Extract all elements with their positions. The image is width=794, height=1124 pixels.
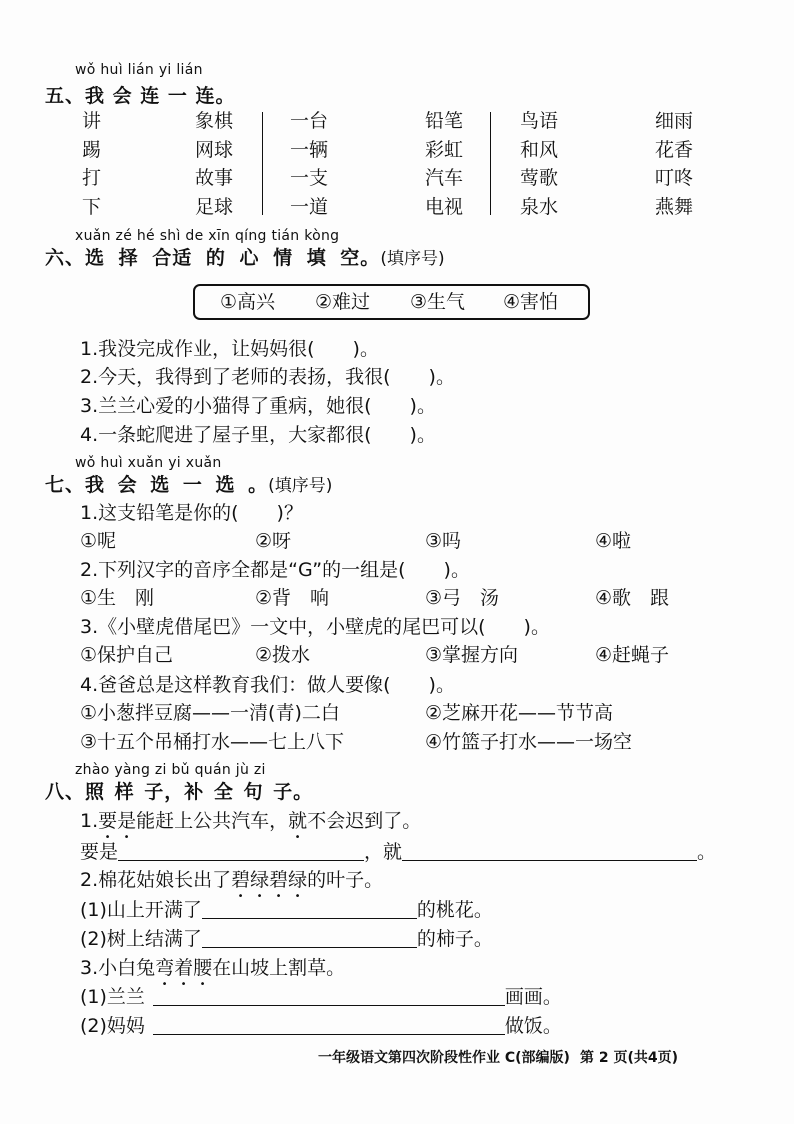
emphasized-word: 要是 (98, 810, 137, 832)
emphasized-word: 就 (288, 810, 308, 832)
answer-option: ④赶蝇子 (595, 644, 670, 666)
match-column-verbs (82, 110, 101, 225)
section6-note: (填序号) (380, 249, 445, 269)
fill-text: 画画。 (504, 986, 562, 1008)
section5-pinyin: wǒ huì lián yi lián (75, 62, 203, 78)
match-item: 网球 (195, 138, 234, 161)
match-item: 鸟语 (520, 110, 559, 132)
answer-blank[interactable] (118, 842, 364, 861)
match-column-nouns (425, 110, 463, 225)
section5-title: 五、我 会 连 一 连。 (45, 85, 236, 107)
section8-title: 八、照 样 子，补 全 句 子。 (45, 781, 314, 803)
match-item: 花香 (655, 138, 694, 161)
answer-option: ②拨水 (255, 644, 311, 666)
page-number: 第 2 页(共4页) (579, 1050, 678, 1066)
answer-blank[interactable] (202, 900, 417, 919)
fill-sentence (80, 899, 493, 921)
match-item: 故事 (195, 167, 234, 190)
answer-option: ②呀 (255, 530, 292, 552)
emphasized-word: 弯着腰 (155, 957, 213, 979)
answer-blank[interactable] (402, 842, 697, 861)
mood-choice: ③生气 (410, 291, 466, 313)
example-text: 在山坡上割草。 (212, 957, 346, 979)
mood-choice: ②难过 (315, 291, 371, 313)
column-divider (262, 112, 263, 215)
match-item: 象棋 (195, 110, 234, 132)
match-item: 叮咚 (655, 167, 694, 190)
section7-pinyin: wǒ huì xuǎn yi xuǎn (75, 455, 222, 471)
section6-question: 4.一条蛇爬进了屋子里，大家都很( )。 (80, 424, 436, 446)
section6-question: 2.今天，我得到了老师的表扬，我很( )。 (80, 366, 455, 388)
match-item: 泉水 (520, 196, 559, 219)
example-text: 不会迟到了。 (307, 810, 422, 832)
answer-option: ③十五个吊桶打水——七上八下 (80, 731, 345, 753)
fill-text: (1)山上开满了 (80, 899, 202, 921)
fill-text: 做饭。 (504, 1015, 562, 1037)
fill-text: 要是 (80, 841, 119, 863)
section6-heading (45, 247, 445, 270)
answer-option: ③掌握方向 (425, 644, 519, 666)
match-item: 打 (82, 167, 102, 190)
fill-text: 。 (697, 841, 717, 863)
fill-sentence (80, 928, 493, 950)
answer-option: ②芝麻开花——节节高 (425, 702, 614, 724)
answer-option: ①呢 (80, 530, 117, 552)
answer-option: ④歌 跟 (595, 587, 670, 609)
section7-question: 1.这支铅笔是你的( )？ (80, 502, 303, 524)
fill-text: (1)兰兰 (80, 986, 145, 1008)
match-item: 一辆 (290, 138, 329, 161)
answer-option: ①生 刚 (80, 587, 155, 609)
match-item: 汽车 (425, 167, 464, 190)
fill-text: (2)妈妈 (80, 1015, 145, 1037)
column-divider (490, 112, 491, 215)
match-item: 细雨 (655, 110, 694, 132)
answer-option: ④竹篮子打水——一场空 (425, 731, 633, 753)
fill-text: 的柿子。 (416, 928, 493, 950)
match-item: 和风 (520, 138, 559, 161)
match-column-words-left (520, 110, 558, 225)
example-text: 2.棉花姑娘长出了 (80, 869, 232, 891)
section6-question: 1.我没完成作业，让妈妈很( )。 (80, 338, 379, 360)
example-text: 1. (80, 810, 99, 832)
mood-choice: ④害怕 (503, 291, 559, 313)
example-sentence-2 (80, 869, 383, 902)
answer-option: ③弓 汤 (425, 587, 500, 609)
answer-blank[interactable] (202, 929, 417, 948)
mood-choices-box (193, 284, 590, 320)
answer-option: ②背 响 (255, 587, 330, 609)
match-column-objects (195, 110, 233, 225)
section7-question: 4.爸爸总是这样教育我们：做人要像( )。 (80, 674, 455, 696)
section7-heading (45, 474, 332, 497)
answer-option: ①保护自己 (80, 644, 174, 666)
match-item: 踢 (82, 138, 102, 161)
match-item: 足球 (195, 196, 234, 219)
match-item: 铅笔 (425, 110, 464, 132)
fill-text: (2)树上结满了 (80, 928, 202, 950)
footer-title: 一年级语文第四次阶段性作业 C(部编版) (318, 1050, 570, 1066)
answer-blank[interactable] (153, 987, 505, 1006)
match-item: 下 (82, 196, 102, 219)
section6-title: 六、选 择 合适 的 心 情 填 空。 (45, 247, 381, 269)
match-item: 彩虹 (425, 138, 464, 161)
section6-question: 3.兰兰心爱的小猫得了重病，她很( )。 (80, 395, 436, 417)
match-item: 讲 (82, 110, 102, 132)
example-text: 能赶上公共汽车， (136, 810, 289, 832)
section7-note: (填序号) (268, 476, 333, 496)
match-item: 一道 (290, 196, 329, 219)
match-item: 莺歌 (520, 167, 559, 190)
match-column-measures (290, 110, 328, 225)
example-text: 3.小白兔 (80, 957, 156, 979)
section7-question: 3.《小壁虎借尾巴》一文中，小壁虎的尾巴可以( )。 (80, 616, 550, 638)
fill-sentence (80, 1015, 562, 1037)
section8-pinyin: zhào yàng zi bǔ quán jù zi (75, 762, 266, 778)
match-column-words-right (655, 110, 693, 225)
fill-text: ，就 (364, 841, 403, 863)
section6-pinyin: xuǎn zé hé shì de xīn qíng tián kòng (75, 228, 340, 244)
example-sentence-1 (80, 810, 421, 843)
match-item: 一支 (290, 167, 329, 190)
answer-option: ③吗 (425, 530, 462, 552)
section7-title: 七、我 会 选 一 选 。 (45, 474, 269, 496)
match-item: 燕舞 (655, 196, 694, 219)
fill-text: 的桃花。 (416, 899, 493, 921)
fill-sentence (80, 986, 562, 1008)
answer-option: ④啦 (595, 530, 632, 552)
match-item: 一台 (290, 110, 329, 132)
fill-sentence-1 (80, 841, 716, 863)
match-item: 电视 (425, 196, 464, 219)
emphasized-word: 碧绿碧绿 (231, 869, 308, 891)
page-footer (318, 1050, 678, 1066)
answer-blank[interactable] (153, 1016, 505, 1035)
section7-question: 2.下列汉字的音序全都是“G”的一组是( )。 (80, 559, 470, 581)
example-text: 的叶子。 (307, 869, 384, 891)
answer-option: ①小葱拌豆腐——一清(青)二白 (80, 702, 340, 724)
mood-choice: ①高兴 (220, 291, 276, 313)
